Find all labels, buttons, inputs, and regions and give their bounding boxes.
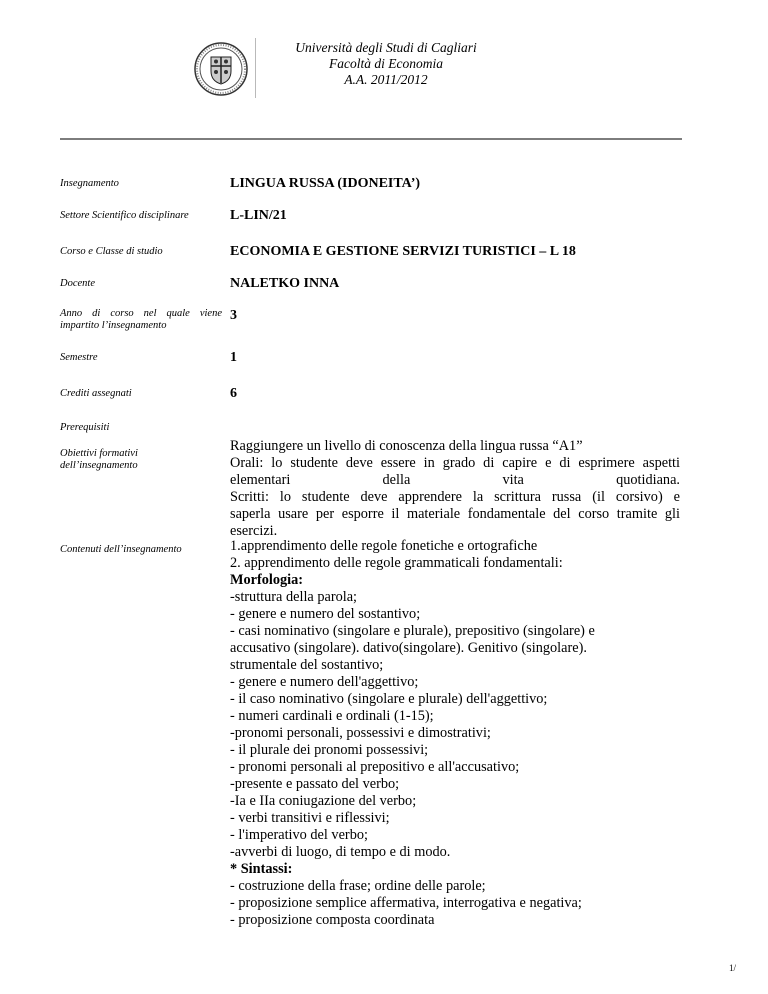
morfologia-heading: Morfologia: — [230, 572, 304, 588]
obiettivi-line: esercizi. — [230, 523, 278, 539]
morfologia-item: - numeri cardinali e ordinali (1-15); — [230, 708, 434, 724]
sintassi-item: - proposizione semplice affermativa, interrogativa e negativa; — [230, 895, 582, 911]
header-rule — [60, 138, 682, 140]
morfologia-item: accusativo (singolare). dativo(singolare). Genitivo (singolare). — [230, 640, 587, 656]
morfologia-item: - il caso nominativo (singolare e plurale) dell'aggettivo; — [230, 691, 548, 707]
semestre-label: Semestre — [60, 352, 98, 363]
contenuti-text — [230, 538, 680, 929]
crediti-label: Crediti assegnati — [60, 388, 132, 399]
anno-label-line2: impartito l’insegnamento — [60, 320, 167, 331]
morfologia-item: - pronomi personali al prepositivo e all'accusativo; — [230, 759, 520, 775]
academic-year: A.A. 2011/2012 — [344, 72, 428, 87]
obiettivi-label-line2: dell’insegnamento — [60, 460, 138, 471]
contenuti-intro-line: 1.apprendimento delle regole fonetiche e ortografiche — [230, 538, 538, 554]
obiettivi-label — [60, 448, 222, 472]
docente-label: Docente — [60, 278, 95, 289]
morfologia-item: - genere e numero dell'aggettivo; — [230, 674, 419, 690]
anno-label — [60, 308, 222, 332]
morfologia-item: strumentale del sostantivo; — [230, 657, 384, 673]
settore-label: Settore Scientifico disciplinare — [60, 210, 189, 221]
obiettivi-line: Orali: lo studente deve essere in grado di capire e di esprimere aspetti — [230, 455, 680, 471]
document-header — [256, 40, 516, 88]
morfologia-item: - verbi transitivi e riflessivi; — [230, 810, 390, 826]
morfologia-item: - genere e numero del sostantivo; — [230, 606, 421, 622]
corso-value: ECONOMIA E GESTIONE SERVIZI TURISTICI – L 18 — [230, 244, 576, 259]
crediti-value: 6 — [230, 386, 237, 401]
semestre-value: 1 — [230, 350, 237, 365]
faculty-name: Facoltà di Economia — [329, 56, 443, 71]
morfologia-item: - il plurale dei pronomi possessivi; — [230, 742, 429, 758]
morfologia-item: - l'imperativo del verbo; — [230, 827, 368, 843]
university-name: Università degli Studi di Cagliari — [295, 40, 477, 55]
page-number: 1/ — [729, 963, 737, 973]
contenuti-label: Contenuti dell’insegnamento — [60, 544, 182, 555]
insegnamento-value: LINGUA RUSSA (IDONEITA’) — [230, 176, 421, 191]
docente-value: NALETKO INNA — [230, 276, 340, 291]
anno-value: 3 — [230, 308, 237, 323]
obiettivi-line: Raggiungere un livello di conoscenza della lingua russa “A1” — [230, 438, 583, 454]
obiettivi-label-line1: Obiettivi formativi — [60, 448, 138, 459]
insegnamento-label: Insegnamento — [60, 178, 119, 189]
sintassi-item: - costruzione della frase; ordine delle parole; — [230, 878, 486, 894]
morfologia-item: -avverbi di luogo, di tempo e di modo. — [230, 844, 451, 860]
university-seal-icon — [194, 42, 248, 96]
corso-label: Corso e Classe di studio — [60, 246, 163, 257]
morfologia-item: -presente e passato del verbo; — [230, 776, 400, 792]
morfologia-item: - casi nominativo (singolare e plurale), prepositivo (singolare) e — [230, 623, 595, 639]
sintassi-heading: * Sintassi: — [230, 861, 293, 877]
obiettivi-line: elementari della vita quotidiana. — [230, 472, 680, 488]
contenuti-intro-line: 2. apprendimento delle regole grammaticali fondamentali: — [230, 555, 563, 571]
morfologia-item: -pronomi personali, possessivi e dimostrativi; — [230, 725, 491, 741]
obiettivi-text — [230, 438, 680, 540]
obiettivi-line: Scritti: lo studente deve apprendere la scrittura russa (il corsivo) e — [230, 489, 680, 505]
morfologia-item: -Ia e IIa coniugazione del verbo; — [230, 793, 417, 809]
anno-label-line1: Anno di corso nel quale viene — [60, 308, 222, 319]
obiettivi-line: saperla usare per esporre il materiale fondamentale del corso tramite gli — [230, 506, 680, 522]
morfologia-item: -struttura della parola; — [230, 589, 358, 605]
sintassi-item: - proposizione composta coordinata — [230, 912, 435, 928]
prerequisiti-label: Prerequisiti — [60, 422, 110, 433]
settore-value: L-LIN/21 — [230, 208, 287, 223]
